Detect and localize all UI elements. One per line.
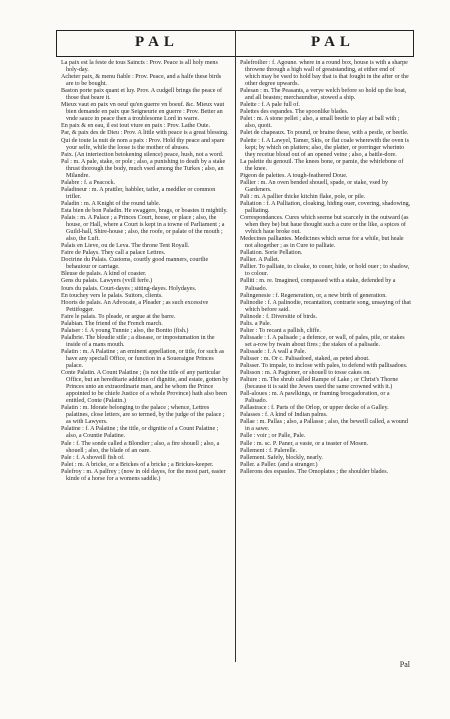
dictionary-entry: Faire le palais. To pleade, or argue at the barre.	[61, 313, 176, 320]
left-column	[61, 60, 230, 483]
dictionary-entry: Pallation. Sorie Pellation.	[240, 250, 303, 257]
header-frame-left	[56, 30, 57, 56]
dictionary-entry: Palais : m. A Palace ; a Princes Court, house, or place ; also, the house, or Hall, where a Court is kept in a towne of Parliament ; a Guild-hall, Shire-house ; also, the roofe, or palate of the mouth ; also, the Luft.	[61, 215, 225, 243]
dictionary-entry: Palet de chapeaux. To pound, or braine these, with a pestle, or beetle.	[240, 130, 409, 137]
running-head-right: PAL	[311, 34, 355, 50]
dictionary-entry: Pali : m. A pallier thicke kitchin flake, pole, or pile.	[240, 193, 366, 200]
dictionary-entry: Palet : m. A stone pellet ; also, a small beetle to play at ball with ; also, quoit.	[240, 116, 400, 130]
dictionary-entry: Paller. a Paller. (and a stranger.)	[240, 461, 318, 468]
dictionary-entry: Pal : m. A pale, stake, or pole ; also, a punishing to death by a stake thrust thorough the body, much vsed among the Turkes ; also, an Milandre.	[61, 158, 226, 179]
dictionary-entry: Pallier. To palliate, to cloake, to couer, hide, or hold ouer ; to shadow, to colour.	[240, 264, 410, 278]
dictionary-entry: Pallae : m. Pallas ; also, a Pallasse ; also, the beweill called, a wound in a sawe.	[240, 419, 408, 433]
dictionary-entry: La palette du genouil. The knees bone, or pamie, the whirlebone of the knee.	[240, 158, 404, 172]
dictionary-entry: Palais en Lieve, ou de Leva. The throne Tent Royall.	[61, 243, 190, 250]
dictionary-entry: Palisser. To impale, to inclose with pales, to defend with pallisadoes.	[240, 363, 408, 370]
dictionary-entry: Palissade : f. A wall a Pale.	[240, 348, 307, 355]
dictionary-entry: Hoorts de palais. An Advocate, a Pleader ; as such excessive Pettifogger.	[61, 299, 209, 313]
dictionary-entry: Conte Palatin. A Count Palatine ; (is not the title of any particular Office, but an hereditarie addition of dignitie, and estate, gotten by Princes unto an extraordinarie man, and he whom the Prince appointed to be chiefe Justice of a whole Province) hath also been entitled, Conte (Palatin.)	[61, 370, 229, 405]
dictionary-entry: Palis. a Pale.	[240, 320, 272, 327]
dictionary-entry: Palatin : m. A Palatine ; an eminent appellation, or title, for such as have any speciall Office, or function in a Soueraigne Princes palace.	[61, 348, 225, 370]
dictionary-entry: Medecines palliantes. Medicines which serue for a while, but heale not altogether ; as in Cure to palliate.	[240, 236, 404, 250]
dictionary-entry: Faire de Palays. They call a palace Lettres.	[61, 250, 166, 257]
dictionary-entry: Pallier. A Pallet.	[240, 257, 280, 264]
dictionary-entry: Pallerons des espaules. The Omoplates ; the shoulder blades.	[240, 468, 389, 475]
dictionary-entry: Palisson : m. A Pagioner, or shouell to tosse cakes on.	[240, 370, 371, 377]
dictionary-entry: Palisser : m. Or c. Palisadoed, staked, as peted about.	[240, 355, 370, 362]
dictionary-entry: Pallement. Safely, blockly, nearly.	[240, 454, 323, 461]
dictionary-entry: Palesan : m. The Peasants, a verye welch before so hold up the boat, and all beastes; merchaundise, stowed a ship.	[240, 88, 407, 102]
dictionary-entry: Palier : To recant a pallish, cliffe.	[240, 327, 321, 334]
dictionary-entry: La paix est la feste de tous Saincts : Prov. Peace is all holy mens holy-day.	[61, 60, 218, 74]
dictionary-entry: Pall-aloues : m. A pawlkings, or framing brocgadoration, or a Palisado.	[240, 391, 390, 405]
dictionary-entry: Pale : f. The sonde called a Blondier ; also, a fire shouell ; also, a shouell ; also, the blade of an oare.	[61, 440, 220, 454]
dictionary-entry: En paix & en eau, il est tout viure en paix : Prov. Lathe Oute.	[61, 123, 211, 130]
dictionary-entry: Paliation : f. A Palliation, cloaking, hiding ouer, covering, shadowing, palliating.	[240, 200, 411, 214]
dictionary-entry: Palette : f. A Lawyel, Tamer, Skis, or flat coale wherewith the oven is kept; by which on platters; also, the platter, or porringer wherinto they receiue bloud out of an opened veine ; also, a battle-dore.	[240, 137, 409, 158]
dictionary-entry: Palle : m. sc. P. Paner, a vaste, or a teaster of Mosen.	[240, 440, 369, 447]
header-frame-right	[413, 30, 414, 56]
right-column	[240, 60, 411, 476]
dictionary-entry: Palette : f. A pale full of.	[240, 102, 300, 109]
dictionary-entry: Doctrine du Palais. Customs, courtly good manners, courtlie behauiour or carriage.	[61, 257, 209, 271]
dictionary-entry: Paix. (An interiection betokening silence) peace, hush, not a word.	[61, 151, 224, 158]
column-divider	[235, 30, 236, 662]
dictionary-entry: Palefroy : m. A palfrey ; (now in old dayes, for the most part, easier kinde of a horse for a womens saddle.)	[61, 468, 226, 482]
dictionary-entry: Qui de toute la nuit de nom a paix : Prov. Hold thy peace and spare your selfe, while the loose is the mother of abuses.	[61, 137, 225, 151]
dictionary-entry: Palliti : m. re. Imagined, compassed with a stake, defended by a Palisado.	[240, 278, 396, 292]
dictionary-entry: Palabian. The friend of the French march.	[61, 320, 163, 327]
dictionary-entry: Palettes des espandes. The spoonlike blades.	[240, 109, 349, 116]
dictionary-entry: Pale : f. A shoveill fish of.	[61, 454, 125, 461]
running-head-left: PAL	[135, 34, 179, 50]
dictionary-entry: Pigeon de palettes. A tough-feathered Doue.	[240, 172, 348, 179]
dictionary-entry: Gens du palais. Lawyers (vvill ferfe.)	[61, 278, 153, 285]
dictionary-entry: Palissade : f. A palisade ; a defence, or wall, of pales, pile, or stakes set a-row by twain about fires ; the stakes of a palisade.	[240, 334, 405, 348]
dictionary-entry: Palaiser : f. A young Tunnie ; also, the Bonito (fish.)	[61, 327, 189, 334]
dictionary-entry: Palatin : m. Idorate belonging to the palace ; whence, Lettres palatines, close letters, are so termed, by the judge of the palace ; as with Lawyers.	[61, 405, 225, 426]
dictionary-entry: Pallement : f. Palerelle.	[240, 447, 298, 454]
dictionary-entry: Par, & paix des de Dieu : Prov. A little with peace is a great blessing.	[61, 130, 229, 137]
dictionary-entry: Esta bien de bon Paladin. He swaggers, brags, or boastes it mightily.	[61, 207, 228, 214]
dictionary-entry: Palet : m. A bricke, or a Brickes of a bricke ; a Brickes-keeper.	[61, 461, 214, 468]
dictionary-entry: Pallastrace : f. Parts of the Orlop, or upper decke of a Galley.	[240, 405, 389, 412]
dictionary-entry: Acheter paix, & menu fiable : Prov. Peace, and a halfe these birds are to be bought.	[61, 74, 222, 88]
dictionary-entry: Palle : voir ; or Palle, Pale.	[240, 433, 306, 440]
dictionary-entry: Palefroilier : f. Agoune. where in a round box, house is with a sharpe throwne through a high wall of greatstanding, at either end of which may be vsed to hold bay that is that fought in the after or the other degree upwards.	[240, 60, 409, 88]
catchword: Pal	[399, 660, 410, 669]
dictionary-entry: Paliure : m. The shrub called Rampe of Lake ; or Christ's Thorne (because it is said the Jewes used the same crowned with it.)	[240, 377, 399, 391]
dictionary-entry: Pallier : m. An oven bended shouell, spade, or stake, vsed by Gardeners.	[240, 179, 389, 193]
dictionary-entry: Correspondances. Cures which seeme but scarcely in the outward (as when they be) but haue thought such a cure or the like, a spices of vvhich haue broke out.	[240, 215, 409, 236]
dictionary-entry: Paladin : m. A Knight of the round table.	[61, 200, 161, 207]
dictionary-entry: Palasses : f. A kind of Indian palms.	[240, 412, 328, 419]
dictionary-entry: Paladineur : m. A prattler, babbler, tatler, a meddler or common trifler.	[61, 186, 216, 200]
dictionary-entry: Palalbrie. The bloudie stile ; a disease, or impostumation in the inside of a mans mouth.	[61, 334, 215, 348]
dictionary-entry: Palinodie : f. A palinodie, recantation, contrarie song, unsaying of that which before said.	[240, 299, 411, 313]
dictionary-entry: Baston porte paix quant et luy. Prov. A cudgell brings the peace of those that beare it.	[61, 88, 222, 102]
dictionary-entry: Palatine : f. A Palatine ; the title, or dignitie of a Count Palatine ; also, a Countie Palatine.	[61, 426, 219, 440]
dictionary-entry: Palingenesie : f. Regeneration, or, a new birth of generation.	[240, 292, 387, 299]
dictionary-entry: Palinode : f. Diversitie of birds.	[240, 313, 318, 320]
dictionary-entry: En touchey vers le palais. Suitors, clients.	[61, 292, 163, 299]
dictionary-entry: Bleuse de palais. A kind of coaster.	[61, 271, 147, 278]
dictionary-entry: Mieux vaut en paix vn oeuf qu'en guerre vn boeuf. &c. Mieux vaut bien demande en paix que Seigneurie en guerre : Prov. Better an vnde sauce in peace then a troublesome Lord in warre.	[61, 102, 225, 123]
dictionary-entry: Iours du palais. Court-dayes ; sitting-dayes. Holydayes.	[61, 285, 197, 292]
dictionary-entry: Palabre : f. a Peacock.	[61, 179, 116, 186]
